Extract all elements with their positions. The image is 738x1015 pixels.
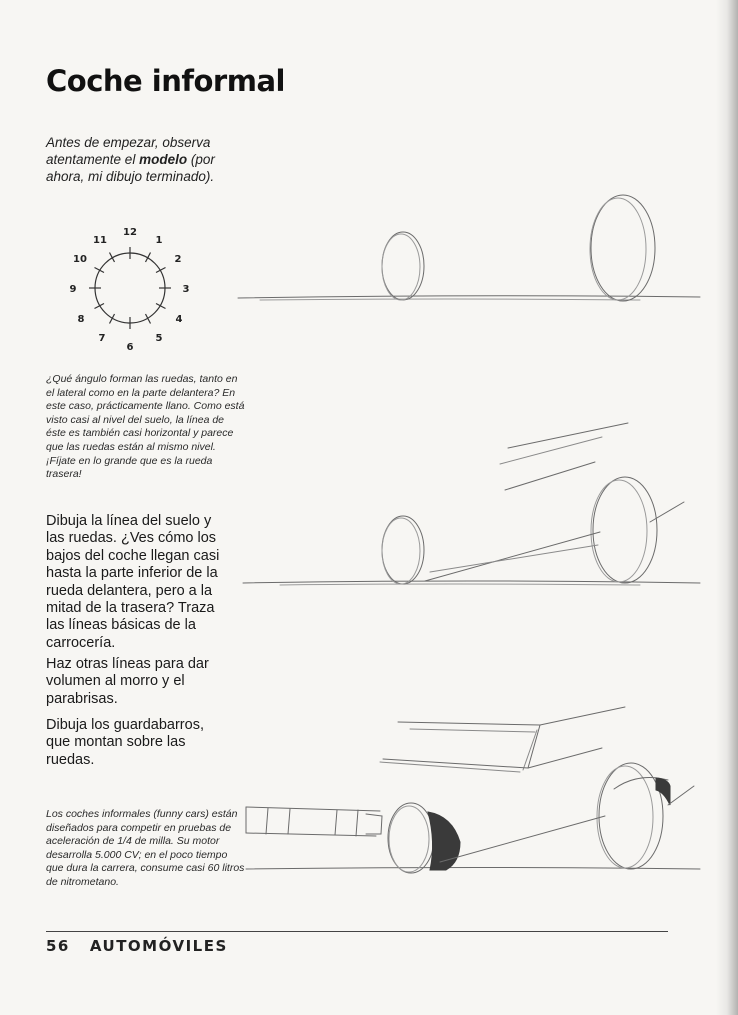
intro-bold: modelo (139, 152, 188, 167)
clock-label-2: 2 (174, 254, 182, 265)
section-name: AUTOMÓVILES (89, 937, 228, 955)
step-fenders: Dibuja los guardabarros, que montan sobre las ruedas. (46, 717, 204, 768)
clock-label-5: 5 (155, 333, 163, 344)
ground-line-1 (238, 296, 700, 298)
step-ground-and-wheels: Dibuja la línea del suelo y las ruedas. ¿Ves cómo los bajos del coche llegan casi hasta la parte inferior de la rueda delantera, pero a la mitad de la trasera? Traza las líneas básicas de la carrocería. (46, 513, 220, 651)
clock-label-12: 12 (123, 227, 137, 238)
intro-after: (por ahora, mi dibujo terminado). (46, 152, 215, 184)
ground-line-2b (280, 584, 640, 585)
footer (46, 937, 228, 955)
roof-line-3c (540, 707, 625, 725)
clock-label-1: 1 (155, 235, 163, 246)
front-wheel-1-b (382, 234, 420, 300)
sketch-step-1 (238, 195, 700, 301)
note-funny-cars: Los coches informales (funny cars) están diseñados para competir en pruebas de aceleración de 1/4 de milla. Su motor desarrolla 5.000 CV; en el poco tiempo que dura la carrera, consume casi 60 litros de nitrometano. (46, 808, 245, 888)
upper-line-3 (505, 462, 595, 490)
clock-label-10: 10 (73, 254, 87, 265)
intro-before: Antes de empezar, observa atentamente el (46, 135, 211, 167)
roof-line-3b (410, 729, 535, 732)
clock-label-6: 6 (126, 342, 134, 353)
body-base-line-2 (425, 532, 600, 581)
front-bumper-div-1 (266, 808, 268, 834)
rear-wheel-3-b (597, 766, 653, 868)
front-bumper-nose (366, 814, 382, 834)
upper-line-2 (500, 437, 602, 464)
front-wheel-2-b (382, 518, 420, 584)
clock-label-11: 11 (93, 235, 107, 246)
sketch-step-2 (243, 423, 700, 585)
clock-label-7: 7 (98, 333, 106, 344)
note-wheel-angles: ¿Qué ángulo forman las ruedas, tanto en el lateral como en la parte delantera? En este caso, prácticamente llano. Como está visto casi al nivel del suelo, la línea de éste es también casi horizontal y parece que las ruedas están al mismo nivel. ¡Fíjate en lo grande que es la rueda trasera! (46, 373, 245, 481)
hood-side-line-3 (528, 748, 602, 768)
step-nose-volume: Haz otras líneas para dar volumen al morro y el parabrisas. (46, 656, 209, 707)
body-lower-line-2 (430, 545, 598, 572)
clock-label-9: 9 (69, 284, 77, 295)
body-base-line-3 (440, 816, 605, 862)
upper-line-1 (508, 423, 628, 448)
ground-line-1b (260, 299, 640, 300)
rear-spoiler-line-3 (668, 786, 694, 805)
front-bumper-top (246, 807, 380, 811)
front-wheel-3-b (389, 806, 429, 872)
windshield-line-b (523, 730, 537, 770)
page-title: Coche informal (46, 64, 285, 98)
rear-wheel-1-b (590, 198, 646, 300)
front-bumper-div-2 (288, 809, 290, 834)
clock-label-3: 3 (182, 284, 190, 295)
rear-wheel-2-b (591, 480, 647, 582)
rear-wheel-1 (591, 195, 655, 301)
clock-label-8: 8 (77, 314, 85, 325)
clock-label-4: 4 (175, 314, 183, 325)
roof-line-3a (398, 722, 540, 725)
rear-fender-shade (656, 778, 670, 805)
front-bumper-div-3 (335, 810, 337, 835)
sketch-step-3 (246, 707, 700, 873)
front-bumper-div-4 (356, 810, 358, 836)
footer-rule (46, 931, 668, 932)
page-number: 56 (46, 937, 70, 955)
